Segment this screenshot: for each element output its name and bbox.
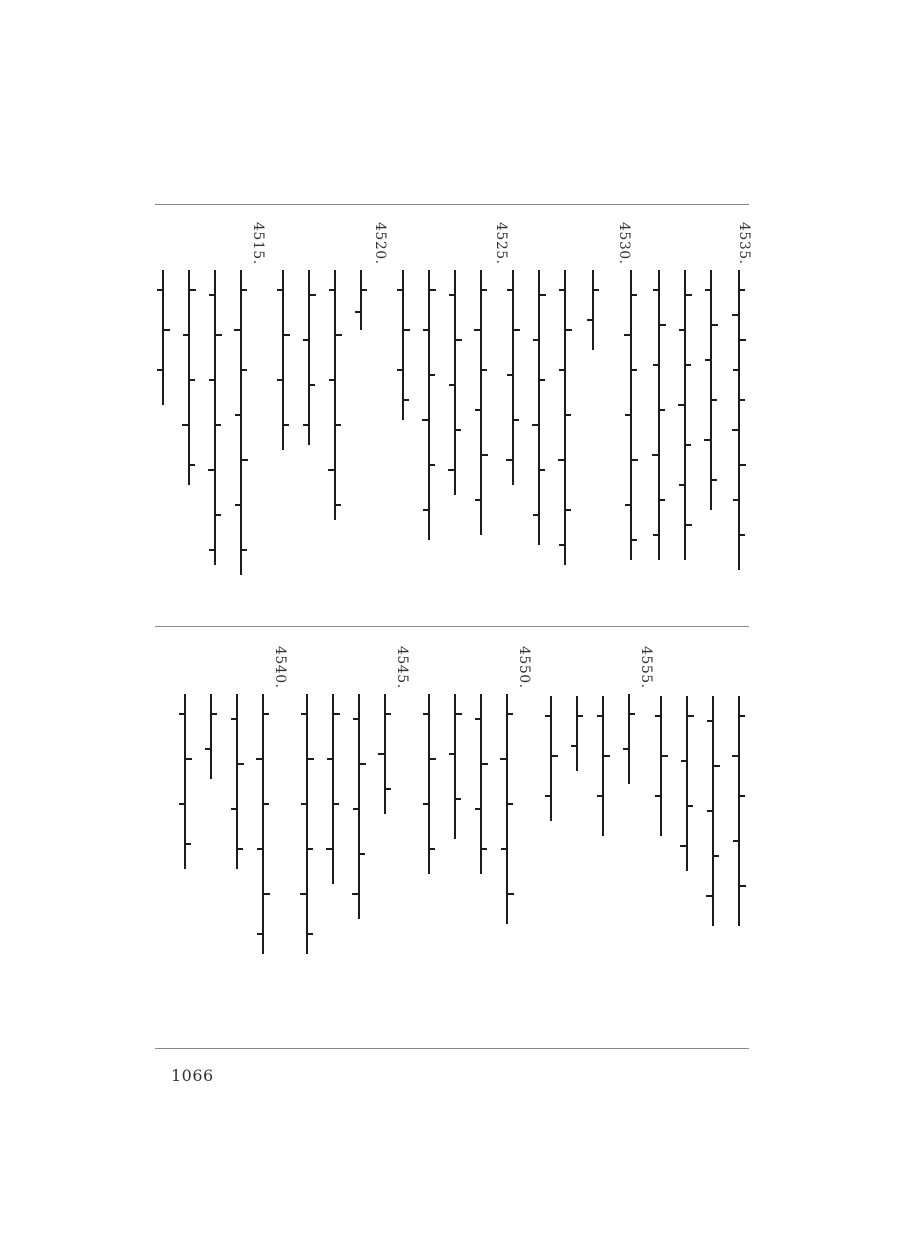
mongolian-script-line: [200, 694, 222, 779]
verse-column: [538, 646, 564, 1031]
mongolian-script-line: [528, 270, 550, 545]
verse-column: [526, 222, 552, 602]
mongolian-script-line: [418, 694, 440, 874]
verse-column: [726, 646, 752, 1031]
mongolian-script-line: [700, 270, 722, 510]
mongolian-script-line: [230, 270, 252, 575]
verse-column: [616, 646, 642, 1031]
verse-number: 4550.: [516, 646, 532, 689]
mongolian-script-line: [252, 694, 274, 954]
verse-column: [390, 222, 416, 602]
middle-rule: [155, 626, 749, 627]
verse-column: [468, 646, 494, 1031]
verse-column: [442, 222, 468, 602]
mongolian-script-line: [540, 696, 562, 821]
verse-column: [172, 646, 198, 1031]
verse-number: 4535.: [736, 222, 752, 265]
verse-column: [468, 222, 494, 602]
verse-number: 4525.: [493, 222, 509, 265]
verse-column: [416, 222, 442, 602]
mongolian-script-line: [592, 696, 614, 836]
verse-number: 4540.: [272, 646, 288, 689]
mongolian-script-line: [204, 270, 226, 565]
verse-column: [294, 646, 320, 1031]
verse-column: [322, 222, 348, 602]
verse-number: 4545.: [394, 646, 410, 689]
verse-column: [296, 222, 322, 602]
verse-column: [552, 222, 578, 602]
mongolian-script-line: [178, 270, 200, 485]
verse-number: 4515.: [250, 222, 266, 265]
mongolian-script-line: [374, 694, 396, 814]
verse-column: [228, 222, 254, 602]
verse-column: [726, 222, 752, 602]
bottom-rule: [155, 1048, 749, 1049]
mongolian-script-line: [392, 270, 414, 420]
mongolian-script-line: [496, 694, 518, 924]
mongolian-script-line: [298, 270, 320, 445]
mongolian-script-line: [324, 270, 346, 520]
verse-column: [198, 646, 224, 1031]
verse-column: [346, 646, 372, 1031]
verse-column: [700, 646, 726, 1031]
mongolian-script-line: [618, 694, 640, 784]
verse-column: [202, 222, 228, 602]
verse-column: [494, 646, 520, 1031]
mongolian-script-line: [152, 270, 174, 405]
verse-column: [672, 222, 698, 602]
mongolian-script-line: [348, 694, 370, 919]
verse-column: [250, 646, 276, 1031]
verse-column: [270, 222, 296, 602]
mongolian-script-line: [674, 270, 696, 560]
page-number: 1066: [171, 1066, 214, 1085]
mongolian-script-line: [272, 270, 294, 450]
verse-column: [176, 222, 202, 602]
verse-column: [320, 646, 346, 1031]
verse-column: [674, 646, 700, 1031]
mongolian-script-line: [226, 694, 248, 869]
verse-number: 4555.: [638, 646, 654, 689]
verse-column: [564, 646, 590, 1031]
top-rule: [155, 204, 749, 205]
mongolian-script-line: [296, 694, 318, 954]
mongolian-script-line: [418, 270, 440, 540]
mongolian-script-line: [582, 270, 604, 350]
mongolian-script-line: [728, 270, 750, 570]
verse-column: [606, 222, 632, 602]
mongolian-script-line: [728, 696, 750, 926]
mongolian-script-line: [554, 270, 576, 565]
verse-column: [150, 222, 176, 602]
mongolian-script-line: [470, 694, 492, 874]
verse-column: [590, 646, 616, 1031]
mongolian-script-line: [322, 694, 344, 884]
verse-column: [348, 222, 374, 602]
verse-column: [224, 646, 250, 1031]
mongolian-script-line: [566, 696, 588, 771]
mongolian-script-line: [174, 694, 196, 869]
verse-column: [580, 222, 606, 602]
verse-column: [372, 646, 398, 1031]
mongolian-script-line: [470, 270, 492, 535]
lower-text-panel: [150, 646, 760, 1031]
verse-number: 4530.: [616, 222, 632, 265]
verse-column: [698, 222, 724, 602]
mongolian-script-line: [648, 270, 670, 560]
verse-column: [646, 222, 672, 602]
mongolian-script-line: [444, 270, 466, 495]
mongolian-script-line: [350, 270, 372, 330]
verse-number: 4520.: [372, 222, 388, 265]
mongolian-script-line: [676, 696, 698, 871]
verse-column: [416, 646, 442, 1031]
upper-text-panel: [150, 222, 760, 602]
mongolian-script-line: [702, 696, 724, 926]
mongolian-script-line: [444, 694, 466, 839]
verse-column: [442, 646, 468, 1031]
